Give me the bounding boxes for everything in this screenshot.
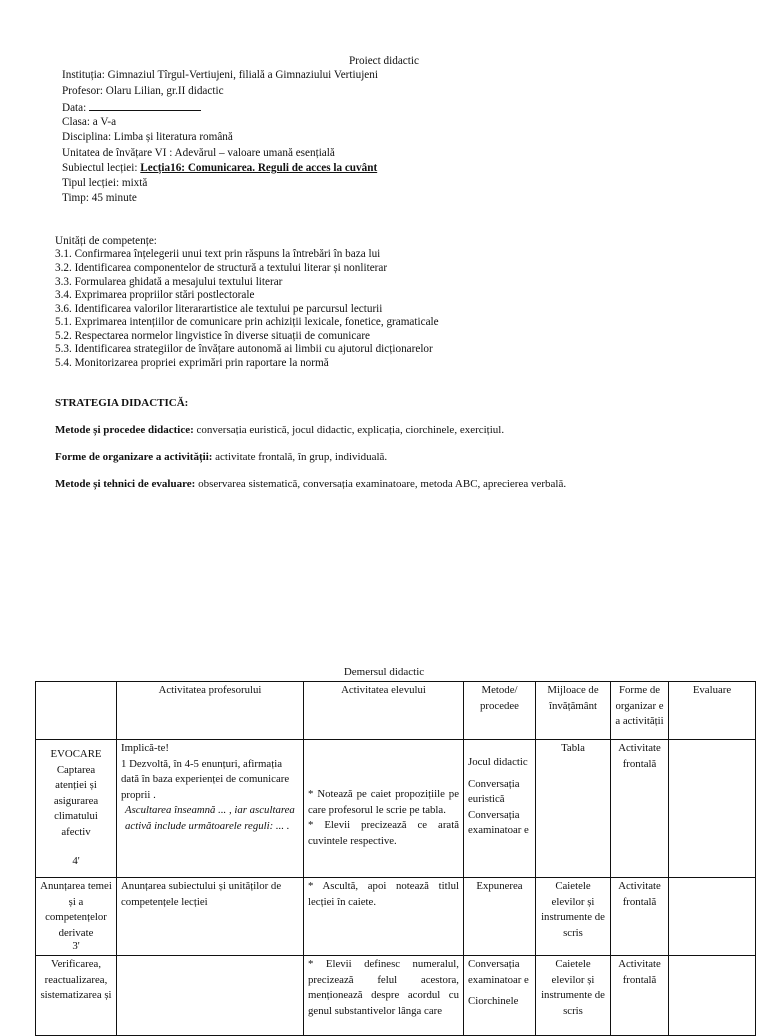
- strategy-forms: [55, 451, 387, 464]
- competence-item: 3.6. Identificarea valorilor literarartistice ale textului pe parcursul lecturii: [55, 303, 383, 315]
- competence-item: 3.1. Confirmarea înțelegerii unui text prin răspuns la întrebări în baza lui: [55, 248, 381, 260]
- stage-cell: Verificarea, reactualizarea, sistematizarea și: [36, 956, 117, 1036]
- forme-cell: Activitate frontală: [611, 956, 669, 1036]
- metode-cell: Expunerea: [464, 878, 536, 956]
- forms-label: Forme de organizare a activității:: [55, 451, 213, 463]
- metode-line: Conversația euristică: [468, 777, 520, 805]
- prof-line: Implică-te!: [121, 742, 169, 754]
- metode-line: Jocul didactic: [468, 756, 528, 768]
- header-cell-mijloace: Mijloace de învățământ: [536, 682, 611, 740]
- stage-title: EVOCARE: [50, 748, 102, 760]
- forme-cell: Activitate frontală: [611, 740, 669, 878]
- competences-heading: Unități de competențe:: [55, 235, 157, 247]
- strategy-methods: [55, 424, 504, 437]
- mijloace-cell: Caietele elevilor și instrumente de scris: [536, 878, 611, 956]
- methods-label: Metode și procedee didactice:: [55, 424, 194, 436]
- metode-line: Conversația examinatoar e: [468, 958, 529, 986]
- table-header-row: [36, 682, 756, 740]
- date-blank-line: [89, 100, 201, 111]
- evaluare-cell: [669, 878, 756, 956]
- demers-table: [35, 681, 756, 1036]
- header-cell-forme: Forme de organizar e a activității: [611, 682, 669, 740]
- stage-time: 3': [72, 940, 80, 952]
- stage-desc: Anunțarea temei și a competențelor derivate: [40, 880, 112, 939]
- stage-cell: [36, 878, 117, 956]
- prof-line: 1 Dezvoltă, în 4-5 enunțuri, afirmația dată în baza experienței de comunicare proprii .: [121, 757, 290, 801]
- competence-item: 5.4. Monitorizarea propriei exprimări prin raportare la normă: [55, 357, 329, 369]
- subject-value: Lecția16: Comunicarea. Reguli de acces la cuvânt: [140, 162, 378, 174]
- competence-item: 3.3. Formularea ghidată a mesajului textului literar: [55, 276, 283, 288]
- header-date-label: Data:: [62, 102, 90, 114]
- header-teacher: Profesor: Olaru Lilian, gr.II didactic: [62, 85, 224, 97]
- header-date: [62, 100, 201, 115]
- demers-title: Demersul didactic: [343, 666, 425, 678]
- metode-line: Ciorchinele: [468, 995, 519, 1007]
- header-cell-metode: Metode/ procedee: [464, 682, 536, 740]
- elev-line: * Notează pe caiet propozițiile pe care profesorul le scrie pe tabla.: [308, 788, 459, 816]
- evaluare-cell: [669, 740, 756, 878]
- competence-item: 5.3. Identificarea strategiilor de învățare autonomă ai limbii cu ajutorul dicționarelor: [55, 343, 433, 355]
- subject-label: Subiectul lecției:: [62, 162, 141, 174]
- header-cell-evaluare: Evaluare: [669, 682, 756, 740]
- prof-cell: [117, 740, 304, 878]
- header-institution: Instituția: Gimnaziul Tîrgul-Vertiujeni, filială a Gimnaziului Vertiujeni: [62, 69, 378, 81]
- table-row: [36, 740, 756, 878]
- header-subject: [62, 162, 377, 175]
- prof-cell: Anunțarea subiectului și unităților de competențele lecției: [117, 878, 304, 956]
- metode-cell: [464, 740, 536, 878]
- eval-value: observarea sistematică, conversația examinatoare, metoda ABC, aprecierea verbală.: [195, 478, 567, 490]
- header-cell-prof: Activitatea profesorului: [117, 682, 304, 740]
- forme-cell: Activitate frontală: [611, 878, 669, 956]
- stage-desc: Captarea atenției și asigurarea climatului afectiv: [53, 763, 99, 838]
- elev-cell: [304, 740, 464, 878]
- header-class: Clasa: a V-a: [62, 116, 117, 128]
- strategy-heading: STRATEGIA DIDACTICĂ:: [55, 397, 189, 409]
- header-discipline: Disciplina: Limba și literatura română: [62, 131, 233, 143]
- header-cell-stage: [36, 682, 117, 740]
- competence-item: 3.2. Identificarea componentelor de structură a textului literar și nonliterar: [55, 262, 388, 274]
- competence-item: 5.2. Respectarea normelor lingvistice în diverse situații de comunicare: [55, 330, 371, 342]
- forms-value: activitate frontală, în grup, individuală.: [212, 451, 388, 463]
- header-time: Timp: 45 minute: [62, 192, 137, 204]
- elev-line: * Elevii precizează ce arată cuvintele respective.: [308, 819, 459, 847]
- competence-item: 5.1. Exprimarea intențiilor de comunicare prin achiziții lexicale, fonetice, gramaticale: [55, 316, 439, 328]
- mijloace-cell: Tabla: [536, 740, 611, 878]
- mijloace-cell: Caietele elevilor și instrumente de scris: [536, 956, 611, 1036]
- prof-line: Ascultarea înseamnă ... , iar ascultarea activă include următoarele reguli: ... .: [125, 804, 295, 832]
- header-lesson-type: Tipul lecției: mixtă: [62, 177, 148, 189]
- table-row: [36, 878, 756, 956]
- stage-cell: [36, 740, 117, 878]
- strategy-evaluation: [55, 478, 566, 491]
- eval-label: Metode și tehnici de evaluare:: [55, 478, 196, 490]
- header-unit: Unitatea de învățare VI : Adevărul – valoare umană esențială: [62, 147, 335, 159]
- metode-line: Conversația examinatoar e: [468, 808, 529, 836]
- competence-item: 3.4. Exprimarea propriilor stări postlectorale: [55, 289, 255, 301]
- elev-cell: * Elevii definesc numeralul, precizează felul acestora, menționează despre acordul cu genul substantivelor lânga care: [304, 956, 464, 1036]
- header-cell-elev: Activitatea elevului: [304, 682, 464, 740]
- stage-time: 4': [72, 855, 80, 867]
- document-title: Proiect didactic: [349, 55, 419, 67]
- methods-value: conversația euristică, jocul didactic, explicația, ciorchinele, exercițiul.: [193, 424, 505, 436]
- elev-cell: * Ascultă, apoi notează titlul lecției în caiete.: [304, 878, 464, 956]
